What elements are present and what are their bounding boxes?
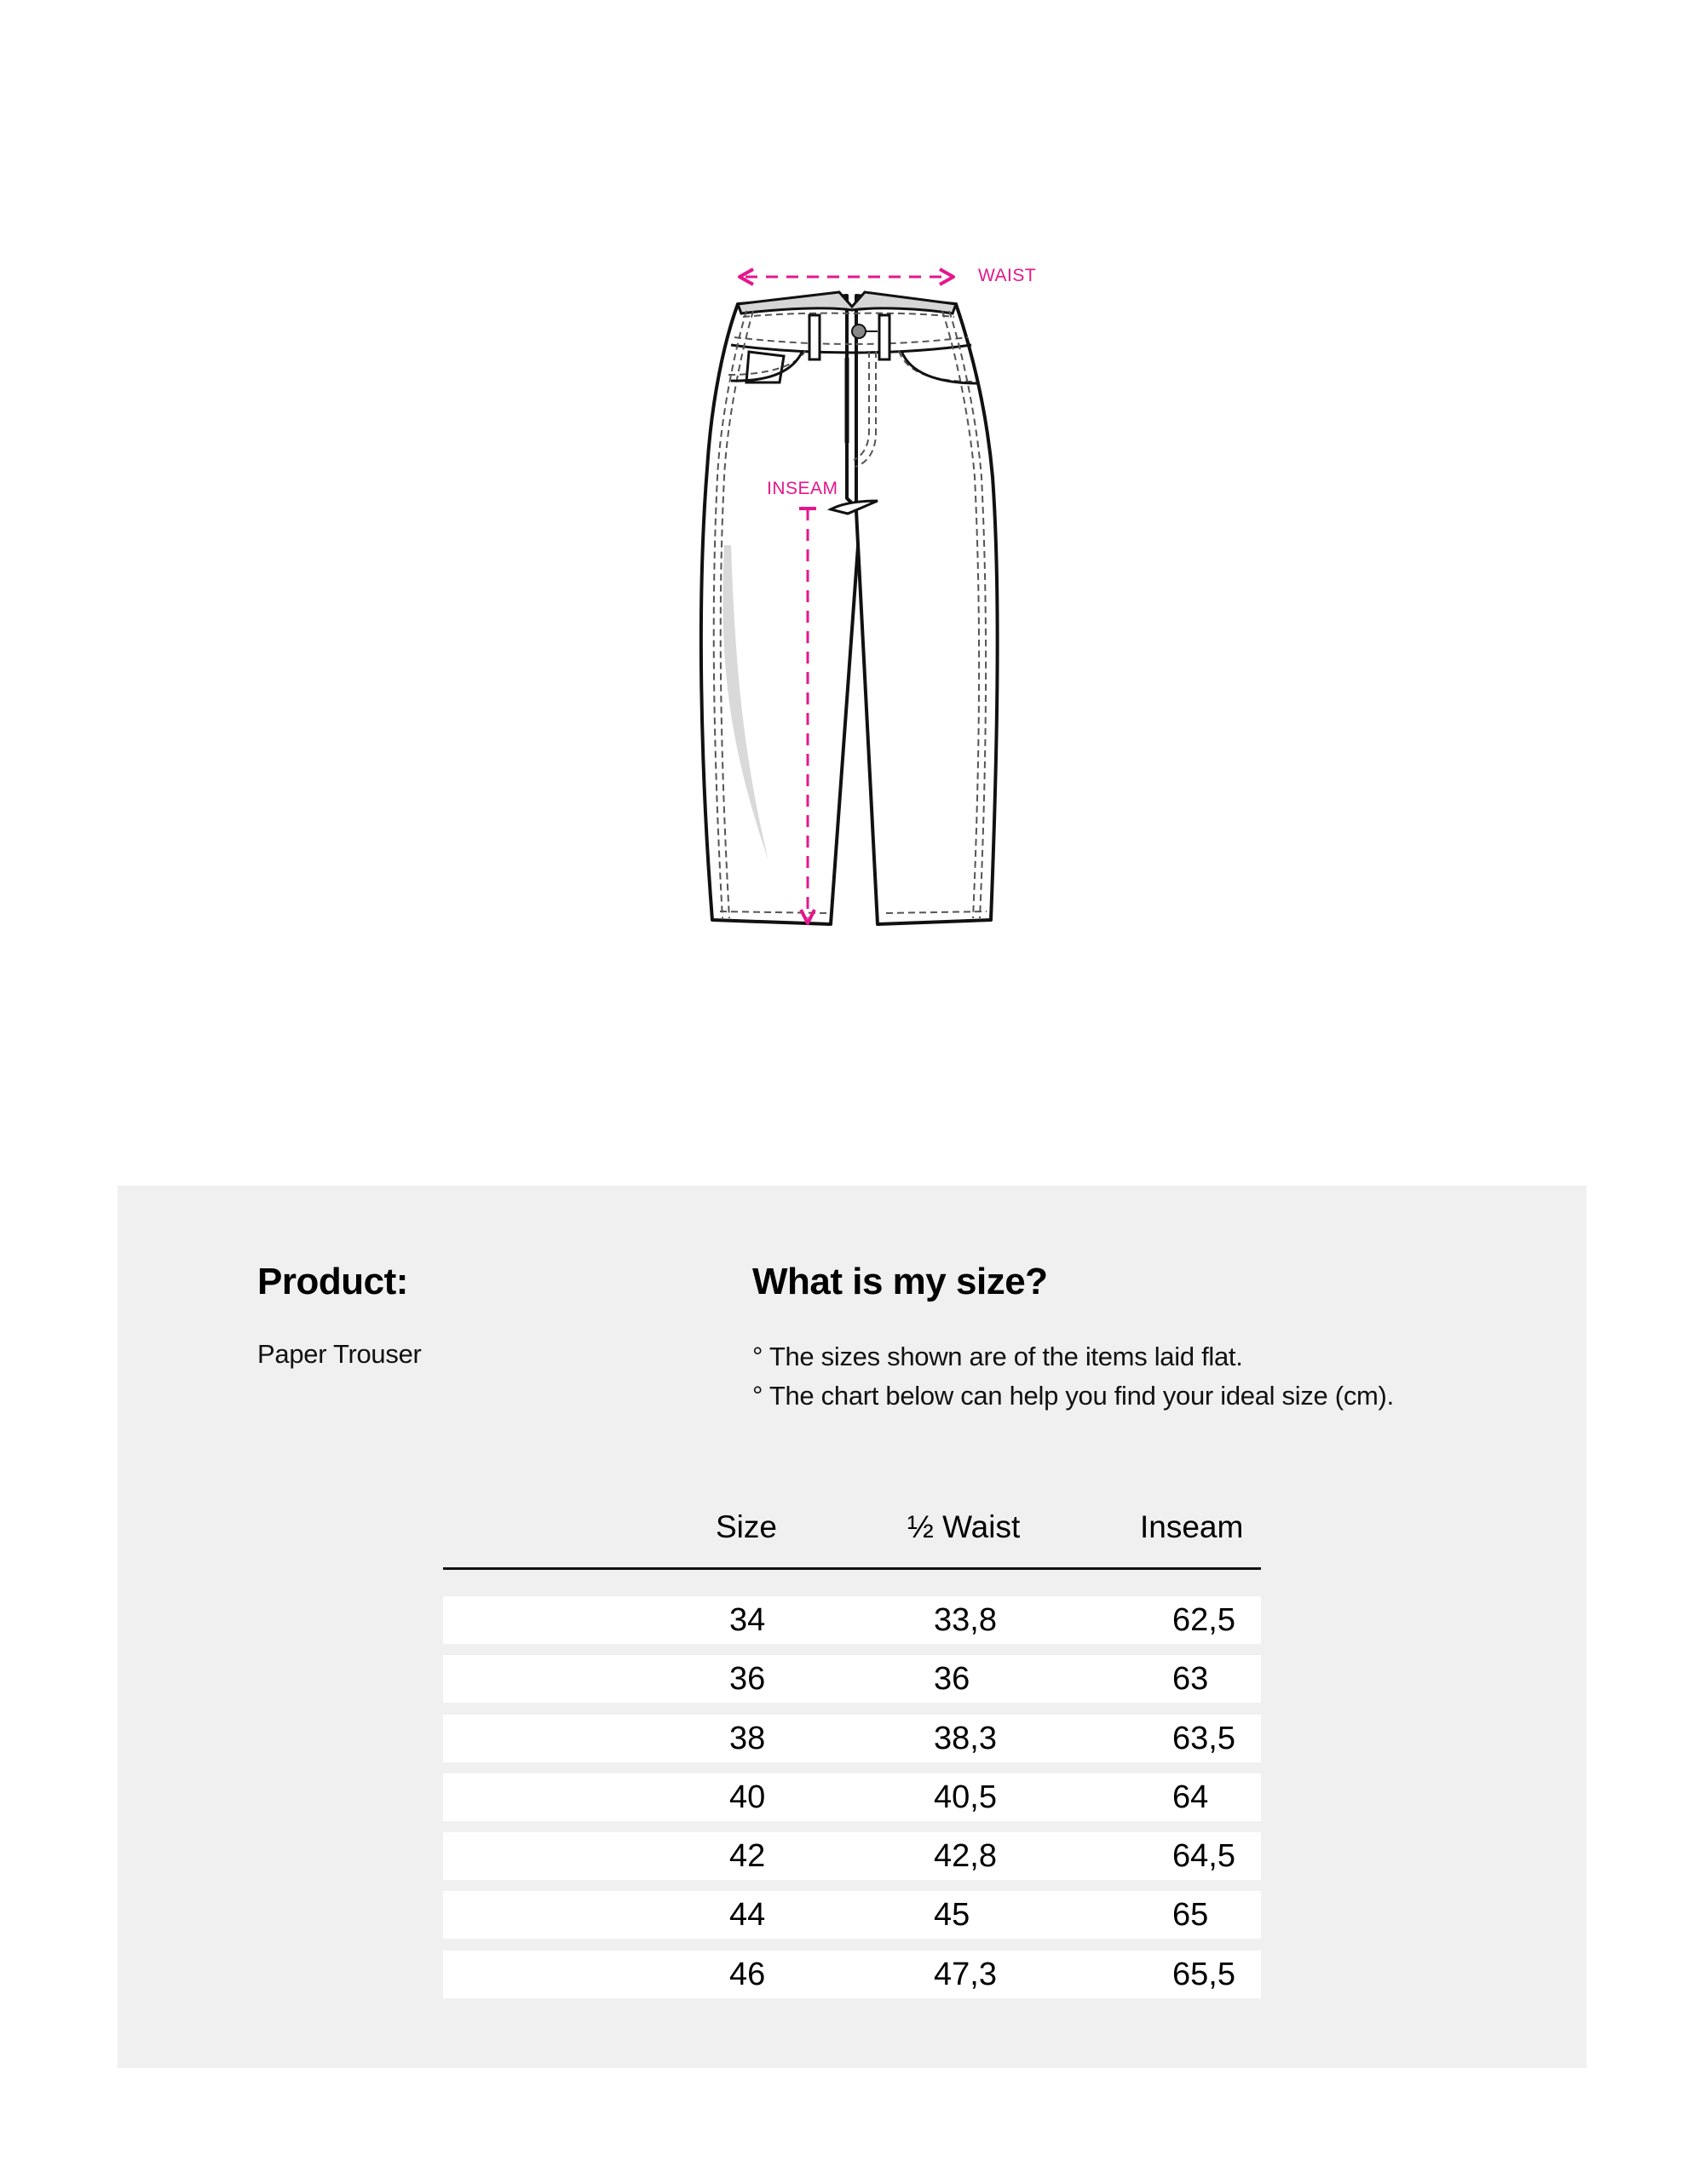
cell-inseam: 63,5 (1172, 1720, 1235, 1756)
cell-size: 38 (729, 1720, 766, 1756)
size-help-heading: What is my size? (752, 1261, 1048, 1302)
note-chart-help: ° The chart below can help you find your ideal size (cm). (752, 1381, 1394, 1411)
cell-size: 42 (729, 1838, 766, 1875)
cell-inseam: 64 (1172, 1779, 1209, 1815)
waist-label: WAIST (978, 266, 1037, 285)
table-row (443, 1715, 1261, 1762)
size-table-body (443, 1596, 1261, 2009)
waist-arrow-icon (740, 269, 953, 284)
size-help-notes (752, 1337, 1394, 1416)
cell-size: 46 (729, 1956, 766, 1992)
size-guide-panel (118, 1186, 1586, 2068)
trouser-measurement-illustration (0, 0, 1704, 1022)
table-row (443, 1951, 1261, 1998)
table-row (443, 1596, 1261, 1644)
trouser-drawing-icon (0, 0, 1704, 1022)
size-table-header (443, 1509, 1261, 1569)
table-row (443, 1832, 1261, 1880)
column-header-half-waist: ½ Waist (907, 1509, 1021, 1544)
cell-half-waist: 47,3 (934, 1956, 997, 1992)
column-header-inseam: Inseam (1140, 1509, 1244, 1544)
product-heading: Product: (257, 1261, 408, 1302)
table-row (443, 1655, 1261, 1703)
cell-inseam: 63 (1172, 1661, 1209, 1698)
cell-size: 40 (729, 1779, 766, 1815)
cell-half-waist: 38,3 (934, 1720, 997, 1756)
cell-size: 34 (729, 1602, 766, 1638)
column-header-size: Size (716, 1509, 777, 1544)
cell-half-waist: 33,8 (934, 1602, 997, 1638)
product-name: Paper Trouser (257, 1339, 422, 1369)
cell-half-waist: 45 (934, 1897, 970, 1934)
note-laid-flat: ° The sizes shown are of the items laid flat. (752, 1342, 1243, 1371)
cell-size: 44 (729, 1897, 766, 1934)
table-row (443, 1773, 1261, 1821)
cell-half-waist: 42,8 (934, 1838, 997, 1875)
cell-size: 36 (729, 1661, 766, 1698)
header-divider (443, 1567, 1261, 1570)
cell-inseam: 65,5 (1172, 1956, 1235, 1992)
cell-half-waist: 36 (934, 1661, 970, 1698)
table-row (443, 1891, 1261, 1939)
cell-inseam: 62,5 (1172, 1602, 1235, 1638)
cell-inseam: 64,5 (1172, 1838, 1235, 1875)
size-table (443, 1509, 1261, 1992)
inseam-label: INSEAM (767, 479, 838, 498)
cell-inseam: 65 (1172, 1897, 1209, 1934)
cell-half-waist: 40,5 (934, 1779, 997, 1815)
